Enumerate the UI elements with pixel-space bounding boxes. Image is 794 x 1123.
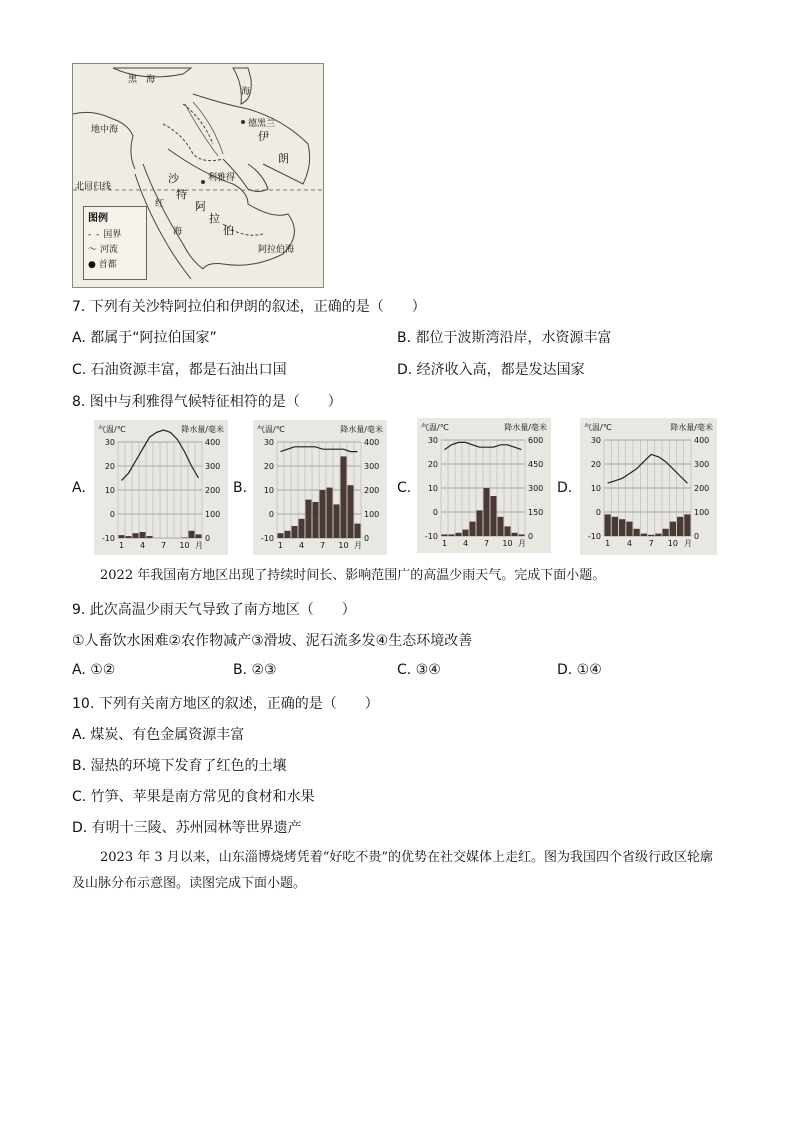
middle-east-map	[72, 63, 324, 288]
precipitation-bar	[196, 534, 202, 538]
climate-chart-d	[580, 418, 717, 555]
month-tick-label: 月	[354, 541, 362, 550]
temp-tick-label: 0	[595, 508, 601, 517]
black-sea-label: 黑 海	[128, 75, 156, 85]
red-sea-label-2: 海	[173, 227, 183, 237]
temp-tick-label: 20	[104, 462, 115, 471]
precip-tick-label: 200	[694, 484, 710, 493]
q8-stem: 8. 图中与利雅得气候特征相符的是（ ）	[72, 394, 342, 410]
temp-tick-label: 10	[263, 486, 274, 495]
precipitation-bar	[626, 522, 632, 536]
month-tick-label: 10	[502, 539, 513, 548]
precipitation-bar	[306, 500, 312, 538]
temp-tick-label: 20	[427, 460, 438, 469]
intro-paragraph-south-drought: 2022 年我国南方地区出现了持续时间长、影响范围广的高温少雨天气。完成下面小题。	[100, 568, 606, 583]
precip-axis-label: 降水量/毫米	[181, 425, 224, 434]
precip-tick-label: 300	[528, 484, 544, 493]
month-tick-label: 10	[338, 541, 349, 550]
map-legend	[83, 206, 147, 280]
iran-label-2: 朗	[278, 152, 289, 165]
precipitation-bar	[519, 534, 525, 536]
month-tick-label: 7	[319, 541, 326, 550]
precipitation-bar	[355, 524, 361, 538]
temp-tick-label: 0	[109, 510, 115, 519]
mediterranean-label: 地中海	[91, 125, 119, 135]
saudi-label-5: 伯	[223, 224, 234, 237]
temp-tick-label: 20	[263, 462, 274, 471]
q9-option-a[interactable]: A. ①②	[72, 662, 116, 678]
precipitation-bar	[442, 534, 448, 536]
month-tick-label: 1	[118, 541, 125, 550]
climate-chart-d-svg	[580, 418, 717, 555]
q10-option-b[interactable]: B. 湿热的环境下发育了红色的土壤	[72, 758, 287, 774]
month-tick-label: 4	[298, 541, 305, 550]
temp-axis-label: 气温/℃	[421, 423, 449, 432]
precip-tick-label: 0	[205, 534, 211, 543]
precipitation-bar	[677, 517, 683, 536]
month-tick-label: 4	[462, 539, 469, 548]
temp-tick-label: 30	[263, 438, 274, 447]
precipitation-bar	[189, 531, 195, 538]
temp-tick-label: -10	[260, 534, 274, 543]
month-tick-label: 4	[626, 539, 632, 548]
precipitation-bar	[470, 522, 476, 536]
precipitation-bar	[512, 533, 518, 536]
precipitation-bar	[663, 529, 669, 536]
precipitation-bar	[605, 514, 611, 536]
q7-option-c[interactable]: C. 石油资源丰富，都是石油出口国	[72, 362, 287, 378]
precip-tick-label: 0	[694, 532, 700, 541]
precip-tick-label: 300	[205, 462, 221, 471]
month-tick-label: 7	[648, 539, 654, 548]
intro-paragraph-zibo: 2023 年 3 月以来，山东淄博烧烤凭着“好吃不贵”的优势在社交媒体上走红。图为我国四个省级行政区轮廓及山脉分布示意图。读图完成下面小题。	[72, 850, 714, 891]
q8-option-d[interactable]: D.	[557, 480, 573, 496]
month-tick-label: 4	[139, 541, 146, 550]
month-tick-label: 1	[277, 541, 284, 550]
precip-tick-label: 200	[205, 486, 221, 495]
temp-tick-label: 20	[590, 460, 601, 469]
legend-title: 图例	[88, 213, 108, 224]
q7-option-b[interactable]: B. 都位于波斯湾沿岸，水资源丰富	[397, 330, 612, 346]
precipitation-bar	[313, 502, 319, 538]
legend-river-label: 河流	[99, 245, 118, 255]
month-tick-label: 10	[179, 541, 190, 550]
precipitation-bar	[641, 534, 647, 536]
saudi-label-2: 特	[176, 188, 187, 201]
temp-axis-label: 气温/℃	[98, 425, 126, 434]
q10-option-a[interactable]: A. 煤炭、有色金属资源丰富	[72, 727, 245, 743]
q8-option-c[interactable]: C.	[397, 480, 412, 496]
precip-tick-label: 0	[364, 534, 370, 543]
legend-border-label: 国界	[103, 230, 122, 240]
precipitation-bar	[285, 531, 291, 538]
precipitation-bar	[456, 533, 462, 536]
climate-chart-c-svg	[417, 418, 551, 553]
precipitation-bar	[634, 529, 640, 536]
temp-tick-label: -10	[587, 532, 601, 541]
legend-river: ～ 河流	[88, 245, 118, 255]
precipitation-bar	[140, 532, 146, 538]
temp-tick-label: 0	[432, 508, 438, 517]
q7-option-a[interactable]: A. 都属于“阿拉伯国家”	[72, 330, 217, 346]
q8-option-b[interactable]: B.	[233, 480, 248, 496]
precipitation-bar	[484, 488, 490, 536]
precip-axis-label: 降水量/毫米	[340, 425, 383, 434]
precip-tick-label: 300	[364, 462, 380, 471]
precipitation-bar	[341, 456, 347, 538]
saudi-label-4: 拉	[209, 212, 220, 225]
precip-tick-label: 400	[364, 438, 380, 447]
precip-tick-label: 100	[205, 510, 221, 519]
precipitation-bar	[648, 535, 654, 536]
precipitation-bar	[684, 514, 690, 536]
month-tick-label: 7	[483, 539, 490, 548]
climate-chart-a-svg	[94, 420, 228, 555]
temp-tick-label: 30	[590, 436, 601, 445]
precip-tick-label: 200	[364, 486, 380, 495]
red-sea-label-1: 红	[155, 199, 165, 209]
temp-tick-label: 30	[104, 438, 115, 447]
precipitation-bar	[119, 535, 125, 538]
precip-axis-label: 降水量/毫米	[670, 423, 713, 432]
month-tick-label: 7	[160, 541, 167, 550]
climate-chart-c	[417, 418, 551, 553]
precipitation-bar	[498, 517, 504, 536]
climate-chart-b-svg	[253, 420, 387, 555]
month-tick-label: 月	[518, 539, 526, 548]
precipitation-bar	[292, 526, 298, 538]
precipitation-bar	[334, 504, 340, 538]
precip-tick-label: 100	[364, 510, 380, 519]
q7-stem: 7. 下列有关沙特阿拉伯和伊朗的叙述，正确的是（ ）	[72, 299, 426, 315]
precipitation-bar	[491, 496, 497, 536]
q9-option-c[interactable]: C. ③④	[397, 662, 441, 678]
precip-tick-label: 100	[694, 508, 710, 517]
climate-chart-a	[94, 420, 228, 555]
riyadh-label: 利雅得	[208, 173, 236, 183]
q10-option-d[interactable]: D. 有明十三陵、苏州园林等世界遗产	[72, 820, 302, 836]
q10-option-c[interactable]: C. 竹笋、苹果是南方常见的食材和水果	[72, 789, 315, 805]
temp-tick-label: -10	[424, 532, 438, 541]
saudi-label-1: 沙	[168, 172, 179, 185]
precipitation-bar	[619, 519, 625, 536]
precipitation-bar	[348, 485, 354, 538]
caspian-sea-label: 海	[241, 87, 251, 97]
month-tick-label: 10	[667, 539, 678, 548]
tropic-label: 北回归线	[75, 182, 112, 192]
tehran-label: 德黑兰	[248, 119, 276, 129]
precipitation-bar	[463, 530, 469, 536]
precip-tick-label: 400	[205, 438, 221, 447]
precip-tick-label: 400	[694, 436, 710, 445]
month-tick-label: 1	[605, 539, 611, 548]
climate-chart-b	[253, 420, 387, 555]
precipitation-bar	[655, 534, 661, 536]
legend-capital-label: 首都	[98, 260, 117, 270]
precip-tick-label: 0	[528, 532, 534, 541]
q9-statements: ①人畜饮水困难②农作物减产③滑坡、泥石流多发④生态环境改善	[72, 633, 473, 649]
month-tick-label: 月	[684, 539, 692, 548]
precipitation-bar	[126, 536, 132, 538]
precipitation-bar	[299, 519, 305, 538]
month-tick-label: 1	[441, 539, 448, 548]
arabian-sea-label: 阿拉伯海	[258, 245, 295, 255]
temp-tick-label: 10	[104, 486, 115, 495]
precipitation-bar	[147, 536, 153, 538]
precipitation-bar	[133, 533, 139, 538]
temp-tick-label: 10	[590, 484, 601, 493]
precipitation-bar	[612, 517, 618, 536]
saudi-label-3: 阿	[195, 200, 206, 213]
temp-axis-label: 气温/℃	[257, 425, 285, 434]
precipitation-bar	[278, 533, 284, 538]
q10-stem: 10. 下列有关南方地区的叙述，正确的是（ ）	[72, 696, 379, 712]
precipitation-bar	[670, 522, 676, 536]
precipitation-bar	[327, 488, 333, 538]
temp-axis-label: 气温/℃	[584, 423, 612, 432]
q9-option-d[interactable]: D. ①④	[557, 662, 602, 678]
q8-option-a[interactable]: A.	[72, 480, 86, 496]
temp-tick-label: 0	[268, 510, 274, 519]
legend-capital: ● 首都	[88, 260, 117, 270]
precip-tick-label: 600	[528, 436, 544, 445]
q7-option-d[interactable]: D. 经济收入高，都是发达国家	[397, 362, 585, 378]
precipitation-bar	[320, 490, 326, 538]
iran-label-1: 伊	[258, 130, 269, 143]
precip-tick-label: 300	[694, 460, 710, 469]
precipitation-bar	[477, 510, 483, 536]
temp-tick-label: 10	[427, 484, 438, 493]
precipitation-bar	[449, 534, 455, 536]
q9-stem: 9. 此次高温少雨天气导致了南方地区（ ）	[72, 602, 356, 618]
precip-tick-label: 450	[528, 460, 544, 469]
q9-option-b[interactable]: B. ②③	[233, 662, 277, 678]
legend-border: - - 国界	[88, 230, 122, 240]
temp-tick-label: 30	[427, 436, 438, 445]
month-tick-label: 月	[195, 541, 203, 550]
precip-axis-label: 降水量/毫米	[504, 423, 547, 432]
precip-tick-label: 150	[528, 508, 544, 517]
temp-tick-label: -10	[101, 534, 115, 543]
precipitation-bar	[505, 526, 511, 536]
